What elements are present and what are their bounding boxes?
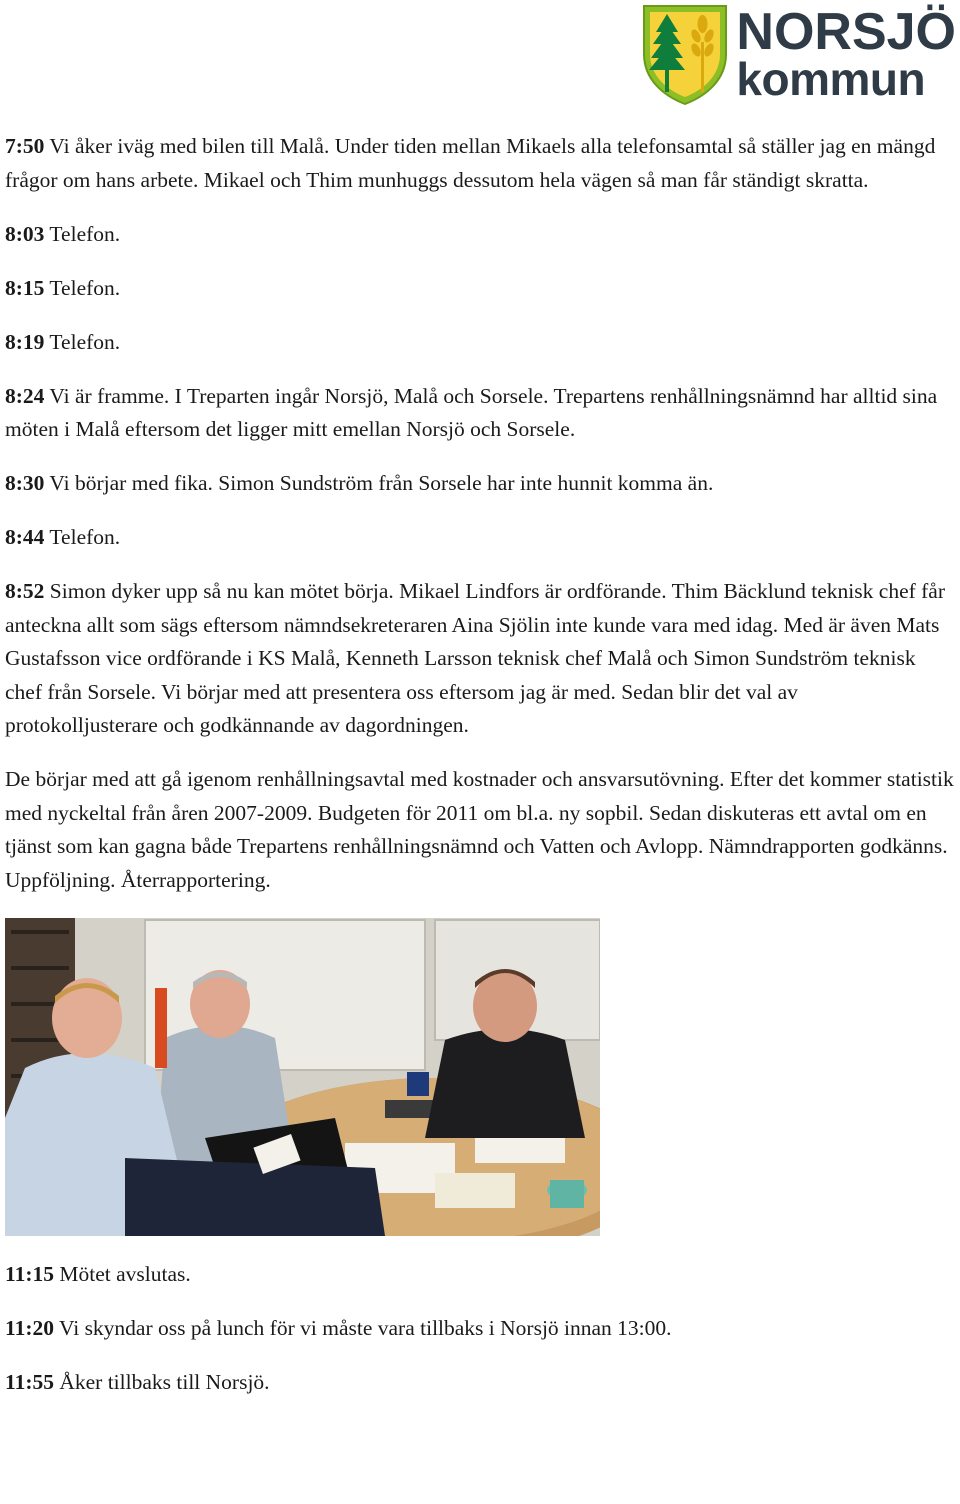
entry-text: Åker tillbaks till Norsjö.	[59, 1369, 270, 1394]
log-entry	[5, 575, 955, 743]
entry-time: 11:20	[5, 1315, 54, 1340]
logo-wordmark-top: NORSJÖ	[736, 3, 956, 61]
entry-text: Telefon.	[49, 221, 121, 246]
coat-of-arms-icon	[640, 2, 730, 106]
log-entry	[5, 1366, 955, 1400]
log-entry	[5, 521, 955, 555]
entry-time: 8:03	[5, 221, 45, 246]
log-entry	[5, 218, 955, 252]
entry-text: Vi skyndar oss på lunch för vi måste vara tillbaks i Norsjö innan 13:00.	[58, 1315, 672, 1340]
entry-time: 8:44	[5, 525, 45, 549]
document-body	[5, 130, 955, 1420]
entry-time: 8:19	[5, 329, 45, 354]
log-entry	[5, 1258, 955, 1292]
entry-text: Vi är framme. I Treparten ingår Norsjö, Malå och Sorsele. Trepartens renhållningsnämnd har alltid sina möten i Malå eftersom det ligger mitt emellan Norsjö och Sorsele.	[5, 383, 938, 441]
entry-time: 11:15	[5, 1261, 54, 1286]
entry-text: Telefon.	[49, 275, 121, 300]
meeting-photo	[5, 918, 600, 1236]
entry-text: Telefon.	[49, 525, 121, 549]
norsjo-kommun-logo	[640, 2, 956, 106]
meeting-photo-illustration	[5, 918, 600, 1236]
entry-time: 8:30	[5, 471, 45, 495]
entry-time: 11:55	[5, 1369, 54, 1394]
entry-time: 8:15	[5, 275, 45, 300]
page-header	[0, 0, 960, 120]
entry-time: 8:24	[5, 383, 45, 408]
log-entry	[5, 272, 955, 306]
log-entry	[5, 130, 955, 197]
entry-time: 7:50	[5, 134, 45, 158]
entry-text: Telefon.	[49, 329, 121, 354]
entry-text: Vi åker iväg med bilen till Malå. Under tiden mellan Mikaels alla telefonsamtal så ställer jag en mängd frågor om hans arbete. Mikael och Thim munhuggs dessutom hela vägen så man får ständigt skratta.	[5, 134, 936, 192]
log-entry	[5, 380, 955, 447]
body-paragraph: De börjar med att gå igenom renhållningsavtal med kostnader och ansvarsutövning. Efter det kommer statistik med nyckeltal från åren 2007-2009. Budgeten för 2011 om bl.a. ny sopbil. Sedan diskuteras ett avtal om en tjänst som kan gagna både Trepartens renhållningsnämnd och Vatten och Avlopp. Nämndrapporten godkänns. Uppföljning. Återrapportering.	[5, 767, 954, 892]
entry-text: Vi börjar med fika. Simon Sundström från Sorsele har inte hunnit komma än.	[49, 471, 714, 495]
entry-time: 8:52	[5, 579, 45, 603]
log-entry	[5, 467, 955, 501]
entry-text: Simon dyker upp så nu kan mötet börja. Mikael Lindfors är ordförande. Thim Bäcklund teknisk chef får anteckna allt som sägs eftersom nämndsekreteraren Aina Sjölin inte kunde vara med idag. Med är även Mats Gustafsson vice ordförande i KS Malå, Kenneth Larsson teknisk chef Malå och Simon Sundström teknisk chef från Sorsele. Vi börjar med att presentera oss eftersom jag är med. Sedan blir det val av protokolljusterare och godkännande av dagordningen.	[5, 579, 946, 737]
log-entry	[5, 326, 955, 360]
logo-wordmark-bottom: kommun	[736, 53, 926, 105]
entry-text: Mötet avslutas.	[59, 1261, 191, 1286]
log-entry	[5, 1312, 955, 1346]
